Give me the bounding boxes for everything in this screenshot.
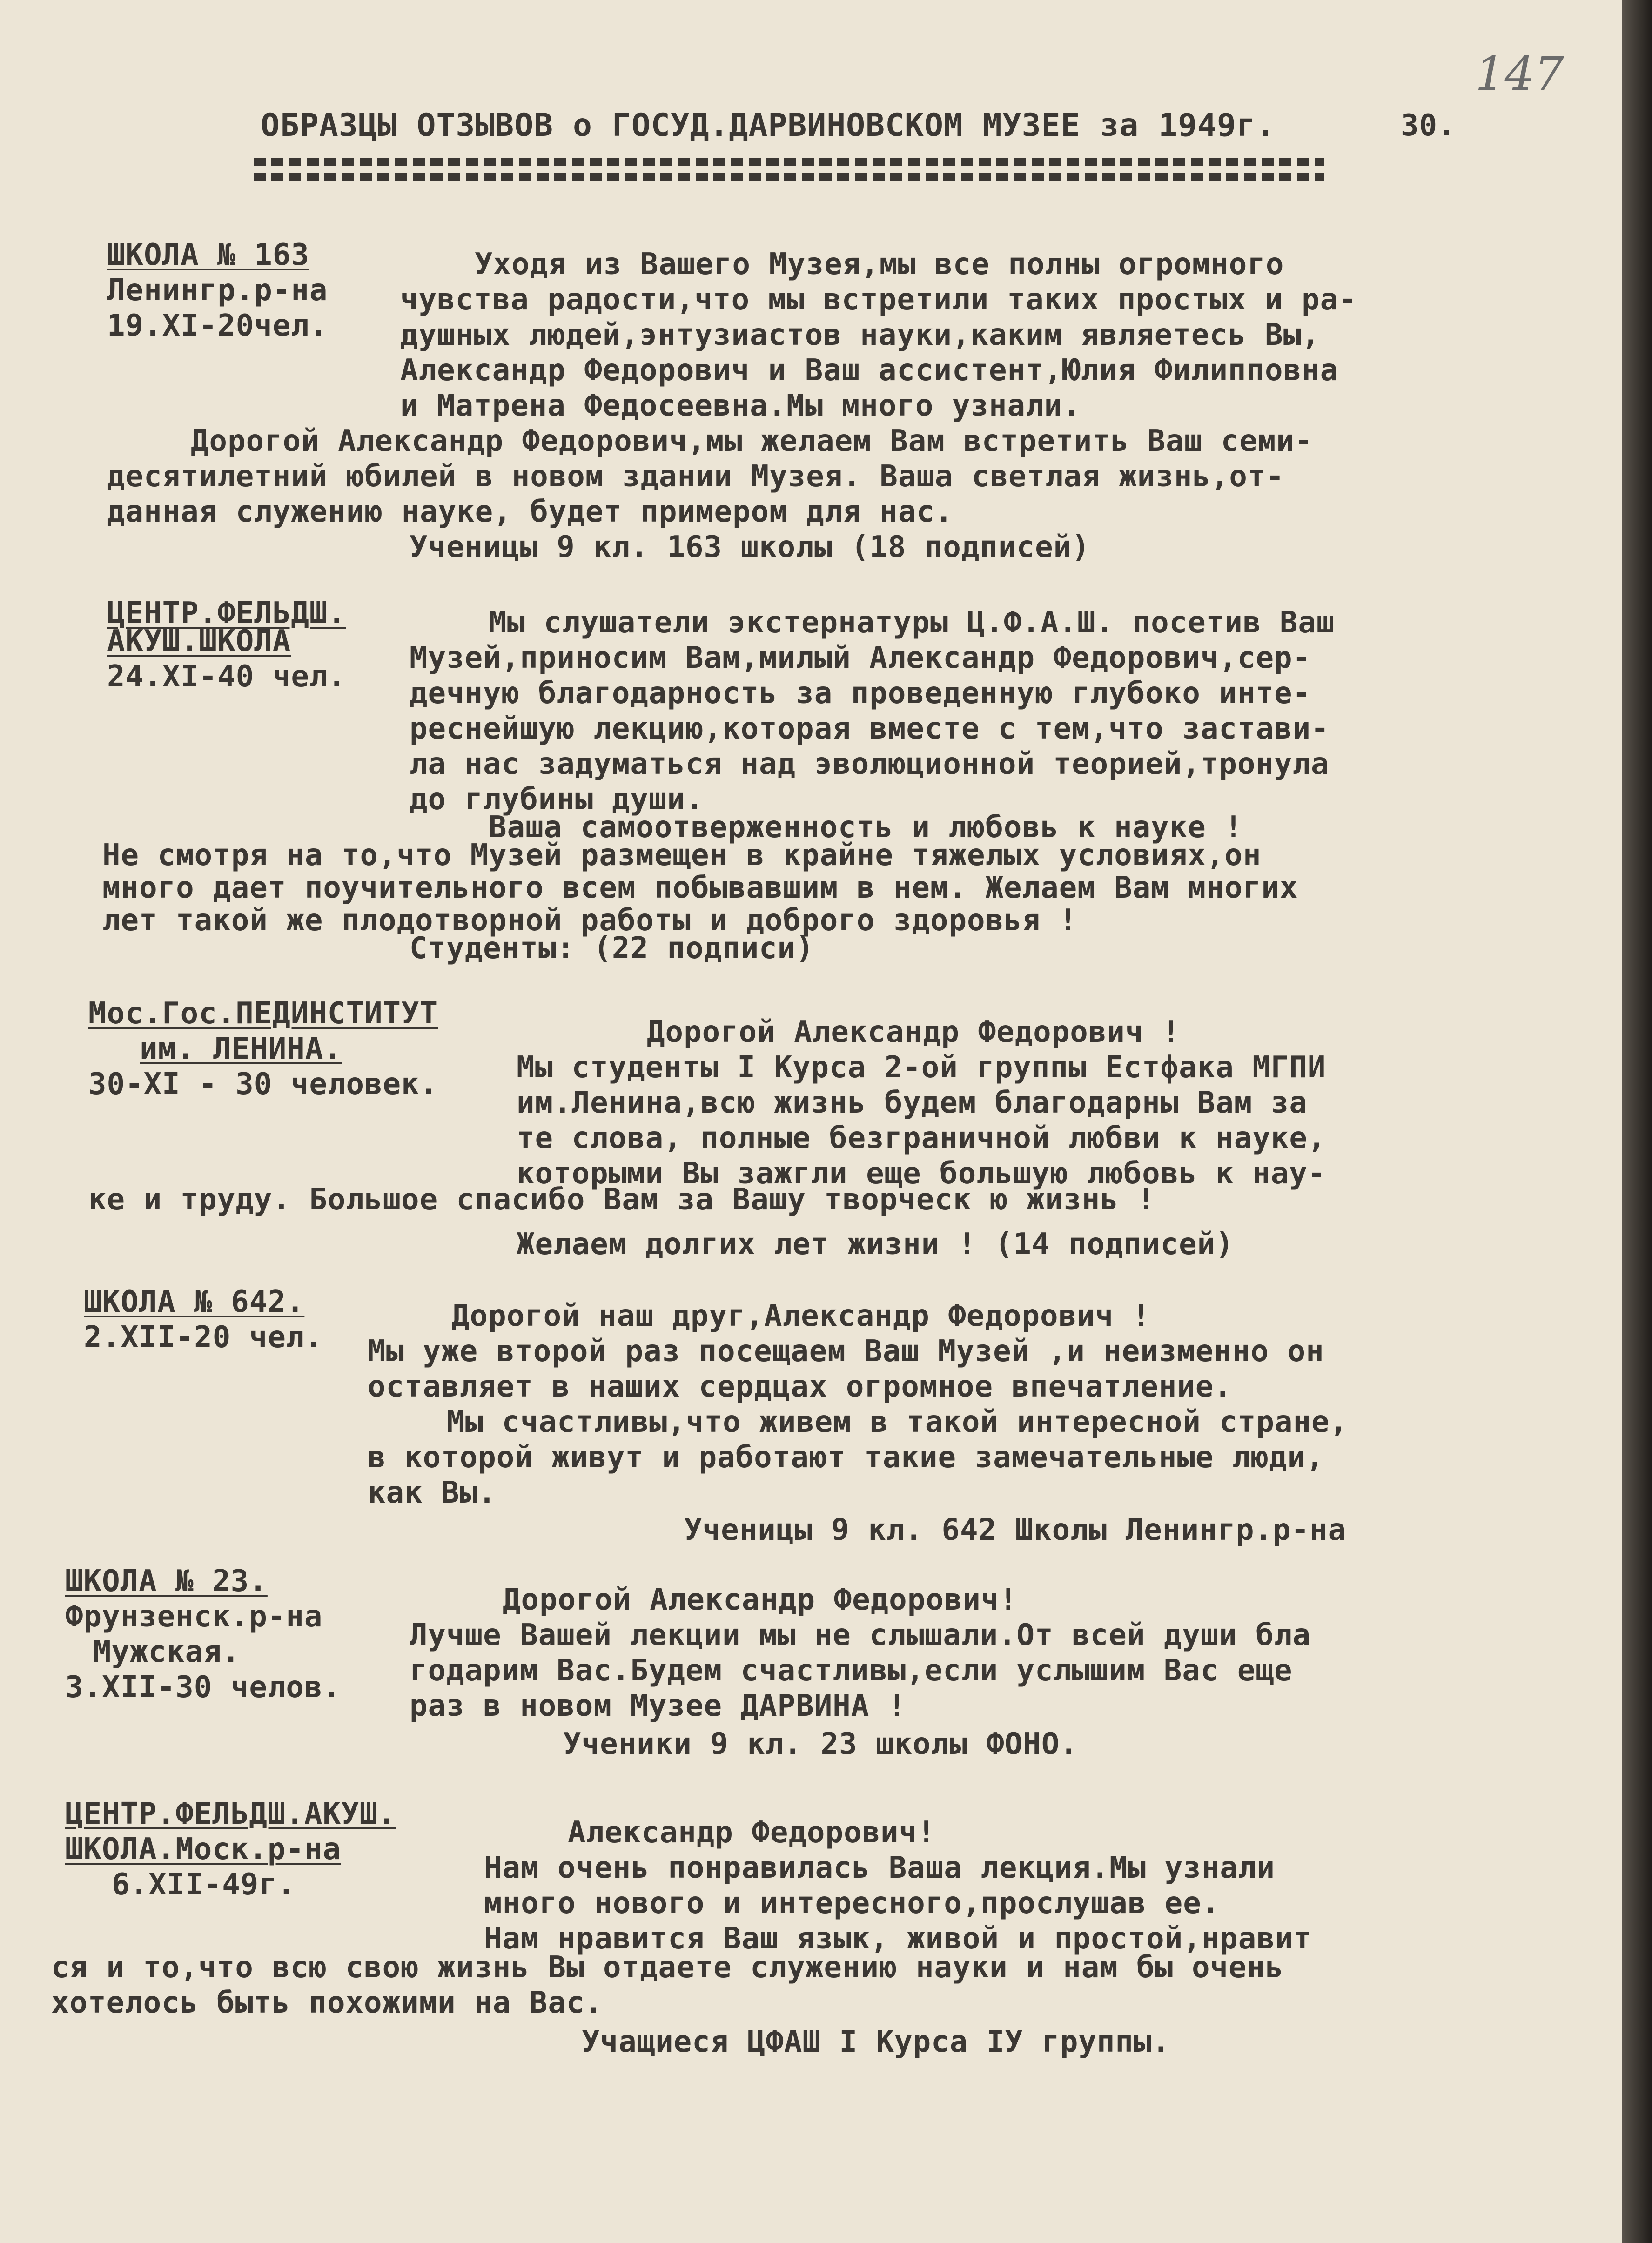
entry-signature: Студенты: (22 подписи) [410,931,814,966]
entry-source-date: 2.XII-20 чел. [84,1320,323,1355]
title-underline [254,158,1324,166]
entry-source-school: ШКОЛА № 642. [84,1285,305,1319]
entry-source-type: Мужская. [93,1635,241,1669]
entry-text-line: которыми Вы зажгли еще большую любовь к нау- [517,1156,1326,1191]
entry-source-school: ШКОЛА № 163 [107,238,309,272]
entry-source-date: 3.XII-30 челов. [65,1670,341,1705]
entry-text-line: Дорогой Александр Федорович ! [647,1015,1181,1049]
entry-text-line: Нам нравится Ваш язык, живой и простой,нравит [484,1921,1312,1956]
entry-signature: Учащиеся ЦФАШ I Курса IУ группы. [582,2025,1170,2059]
title-underline-2 [254,173,1324,181]
entry-source-school-2: им. ЛЕНИНА. [140,1032,342,1066]
entry-source-date: 19.XI-20чел. [107,309,328,343]
entry-text-line: Мы студенты I Курса 2-ой группы Естфака МГПИ [517,1050,1326,1085]
entry-text-line: Дорогой Александр Федорович! [503,1583,1018,1617]
entry-source-school-2: ШКОЛА.Моск.р-на [65,1832,341,1867]
entry-text-line: чувства радости,что мы встретили таких простых и ра- [400,282,1357,317]
archive-number: 147 [1475,47,1564,101]
entry-text-line: реснейшую лекцию,которая вместе с тем,что застави- [410,712,1330,746]
entry-text-line: Нам очень понравилась Ваша лекция.Мы узнали [484,1851,1275,1885]
entry-text-line: Александр Федорович! [568,1815,936,1850]
entry-text-line: до глубины души. [410,782,704,817]
entry-text-line: им.Ленина,всю жизнь будем благодарны Вам за [517,1086,1308,1120]
entry-source-school: ЦЕНТР.ФЕЛЬДШ.АКУШ. [65,1797,396,1831]
page-edge [1622,0,1652,2243]
entry-text-line: Александр Федорович и Ваш ассистент,Юлия Филипповна [400,353,1339,388]
entry-text-line: раз в новом Музее ДАРВИНА ! [410,1689,907,1723]
entry-text-line: хотелось быть похожими на Вас. [51,1986,603,2020]
entry-source-school: ЦЕНТР.ФЕЛЬДШ. [107,596,346,631]
entry-text-line: лет такой же плодотворной работы и доброго здоровья ! [102,903,1078,938]
entry-text-line: и Матрена Федосеевна.Мы много узнали. [400,389,1081,423]
entry-text-line: много нового и интересного,прослушав ее. [484,1886,1220,1921]
entry-text-line: Мы уже второй раз посещаем Ваш Музей ,и неизменно он [368,1334,1324,1369]
entry-source-date: 6.XII-49г. [112,1867,296,1902]
entry-source-district: Фрунзенск.р-на [65,1599,323,1634]
entry-text-line: как Вы. [368,1476,497,1510]
entry-signature: Ученики 9 кл. 23 школы ФОНО. [563,1727,1078,1761]
entry-text-line: оставляет в наших сердцах огромное впечатление. [368,1370,1232,1404]
entry-text-line: душных людей,энтузиастов науки,каким являетесь Вы, [400,318,1320,352]
entry-signature: Ученицы 9 кл. 642 Школы Ленингр.р-на [684,1513,1347,1547]
entry-text-line: те слова, полные безграничной любви к науке, [517,1121,1326,1155]
entry-text-line: дечную благодарность за проведенную глубоко инте- [410,676,1311,711]
entry-signature: Ученицы 9 кл. 163 школы (18 подписей) [410,530,1090,564]
entry-text-line: ся и то,что всю свою жизнь Вы отдаете служению науки и нам бы очень [51,1950,1284,1985]
entry-source-date: 30-XI - 30 человек. [88,1067,438,1101]
entry-signature: Желаем долгих лет жизни ! (14 подписей) [517,1227,1234,1262]
entry-text-line: Не смотря на то,что Музей размещен в крайне тяжелых условиях,он [102,838,1262,873]
entry-text-line: Ваша самоотверженность и любовь к науке ! [489,810,1243,845]
document-title: ОБРАЗЦЫ ОТЗЫВОВ о ГОСУД.ДАРВИНОВСКОМ МУЗЕЕ за 1949г. [261,107,1276,144]
entry-text-line: ке и труду. Большое спасибо Вам за Вашу творческ ю жизнь ! [88,1182,1155,1217]
page-number: 30. [1401,108,1456,143]
entry-text-line: в которой живут и работают такие замечательные люди, [368,1440,1324,1475]
entry-text-line: Лучше Вашей лекции мы не слышали.От всей души бла [410,1618,1311,1652]
entry-source-district: Ленингр.р-на [107,273,328,308]
entry-text-line: годарим Вас.Будем счастливы,если услышим Вас еще [410,1653,1293,1688]
entry-text-line: ла нас задуматься над эволюционной теорией,тронула [410,747,1330,781]
entry-text-line: десятилетний юбилей в новом здании Музея. Ваша светлая жизнь,от- [107,459,1284,494]
entry-text-line: много дает поучительного всем побывавшим в нем. Желаем Вам многих [102,871,1298,905]
entry-text-line: Мы слушатели экстернатуры Ц.Ф.А.Ш. посетив Ваш [489,605,1335,640]
entry-text-line: данная служению науке, будет примером для нас. [107,495,954,529]
entry-source-school: Мос.Гос.ПЕДИНСТИТУТ [88,996,438,1031]
entry-text-line: Уходя из Вашего Музея,мы все полны огромного [475,247,1284,282]
entry-text-line: Музей,приносим Вам,милый Александр Федорович,сер- [410,641,1311,675]
entry-source-school: ШКОЛА № 23. [65,1564,268,1598]
entry-source-date: 24.XI-40 чел. [107,659,346,694]
entry-text-line: Дорогой Александр Федорович,мы желаем Вам встретить Ваш семи- [191,424,1313,458]
entry-text-line: Мы счастливы,что живем в такой интересной стране, [447,1405,1349,1439]
entry-text-line: Дорогой наш друг,Александр Федорович ! [451,1299,1151,1333]
entry-source-school-2: АКУШ.ШКОЛА [107,624,291,658]
